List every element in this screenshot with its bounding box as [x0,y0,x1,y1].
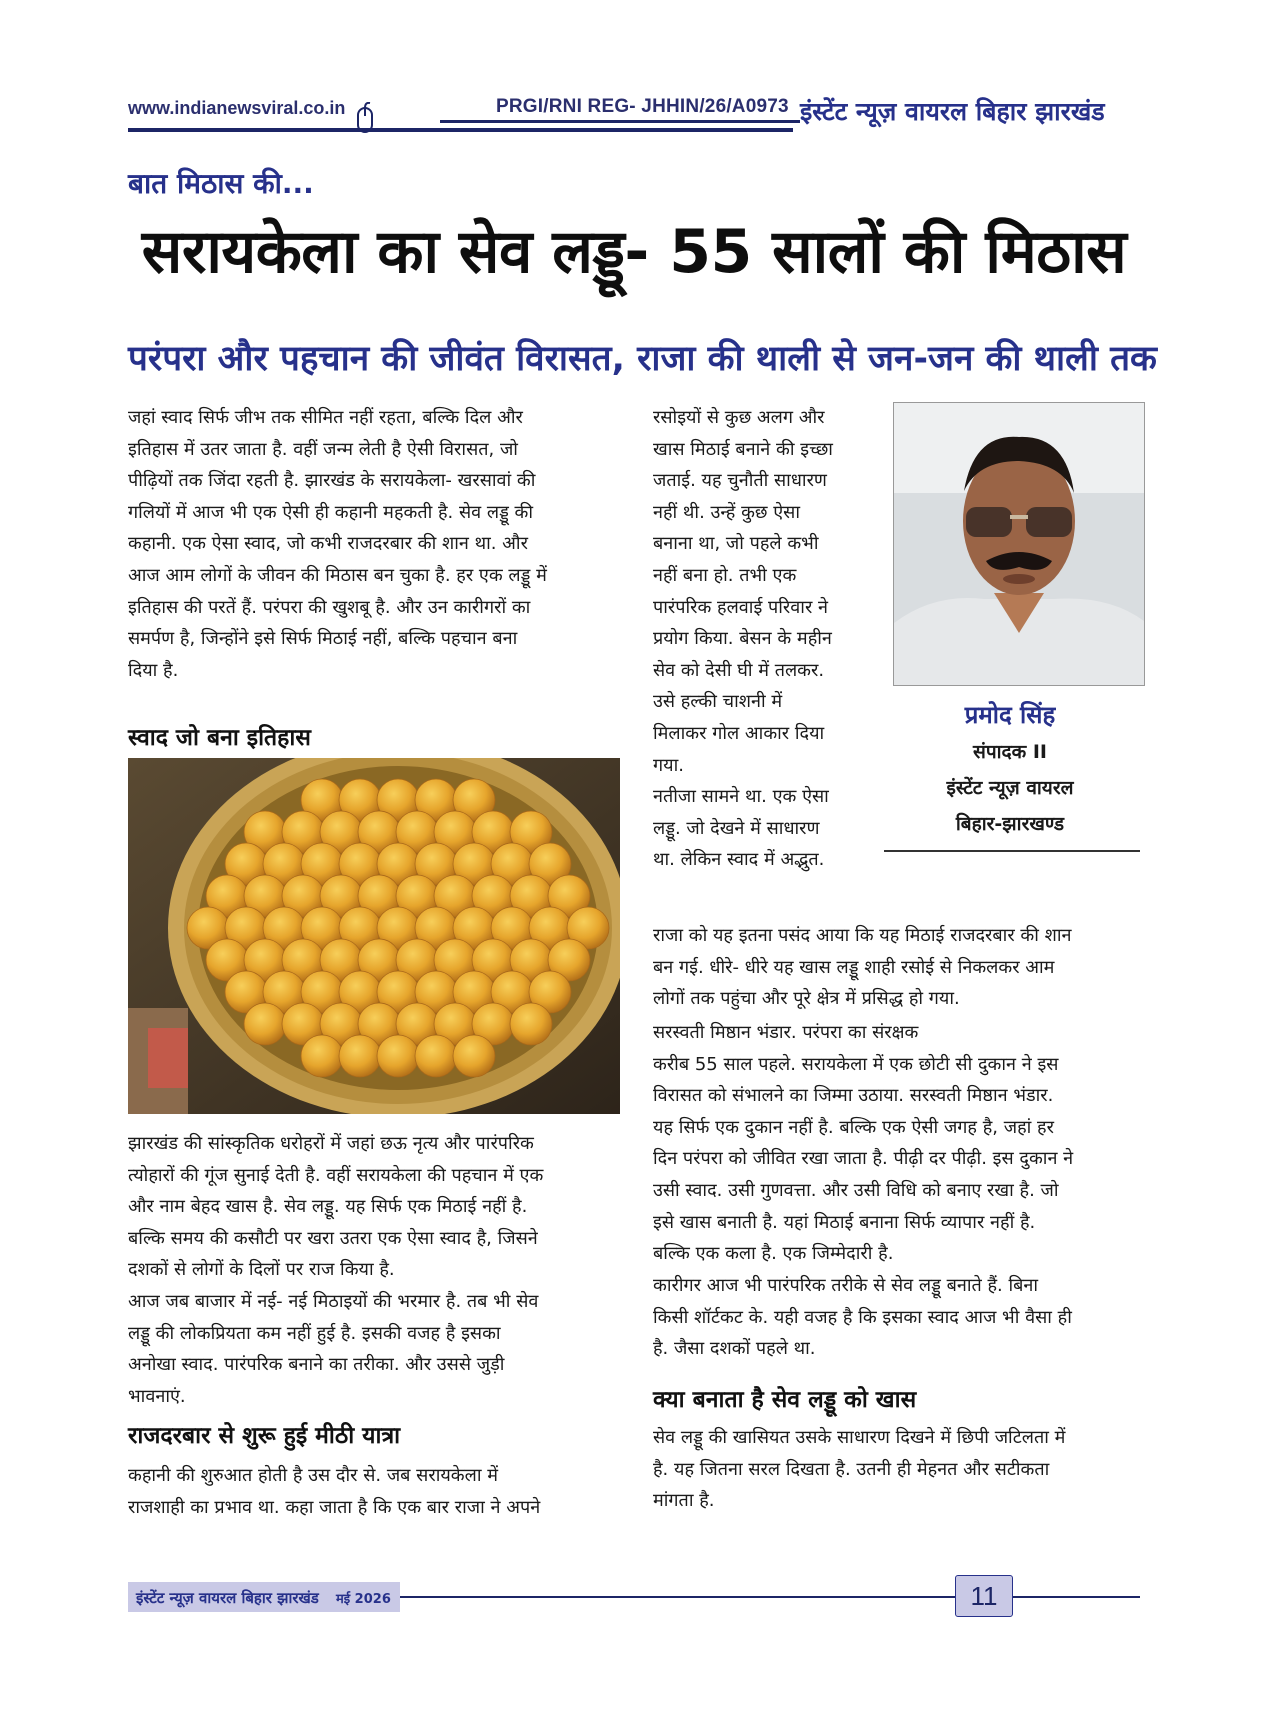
laddoo [415,1035,457,1077]
headline: सरायकेला का सेव लड्डू- 55 सालों की मिठास [141,217,1127,287]
header-rule-upper [440,120,800,123]
laddoo-basket-image [128,758,620,1114]
paragraph-saraswati-shop: सरस्वती मिष्ठान भंडार. परंपरा का संरक्षक करीब 55 साल पहले. सरायकेला में एक छोटी सी दुकान ने इस विरासत को संभालने का जिम्मा उठाया. सरस्वती मिष्ठान भंडार. यह सिर्फ एक दुकान नहीं है. बल्कि एक ऐसी जगह है, जहां हर दिन परंपरा को जीवित रखा जाता है. पीढ़ी दर पीढ़ी. इस दुकान ने उसी स्वाद. उसी गुणवत्ता. और उसी विधि को बनाए रखा है. जो इसे खास बनाती है. यहां मिठाई बनाना सिर्फ व्यापार नहीं है. बल्कि एक कला है. एक जिम्मेदारी है. [653,1022,1074,1265]
paragraph-royal-start: कहानी की शुरुआत होती है उस दौर से. जब सरायकेला में राजशाही का प्रभाव था. कहा जाता है कि एक बार राजा ने अपने [128,1465,541,1518]
website-url[interactable]: www.indianewsviral.co.in [128,98,346,118]
header-rule [128,128,793,132]
paragraph-heritage: झारखंड की सांस्कृतिक धरोहरों में जहां छऊ नृत्य और पारंपरिक त्योहारों की गूंज सुनाई देती है. वहीं सरायकेला की पहचान में एक और नाम बेहद खास है. सेव लड्डू. यह सिर्फ एक मिठाई नहीं है. बल्कि समय की कसौटी पर खरा उतरा एक ऐसा स्वाद है, जिसने दशकों से लोगों के दिलों पर राज किया है. [128,1133,544,1281]
footer-brand: इंस्टेंट न्यूज़ वायरल बिहार झारखंड [136,1589,319,1607]
editor-role: संपादक II [973,741,1047,763]
paragraph-artisans: कारीगर आज भी पारंपरिक तरीके से सेव लड्डू बनाते हैं. बिना किसी शॉर्टकट के. यही वजह है कि इसका स्वाद आज भी वैसा ही है. जैसा दशकों पहले था. [653,1275,1072,1360]
paragraph-royal-fame: राजा को यह इतना पसंद आया कि यह मिठाई राजदरबार की शान बन गई. धीरे- धीरे यह खास लड्डू शाही रसोई से निकलकर आम लोगों तक पहुंचा और पूरे क्षेत्र में प्रसिद्ध हो गया. [653,925,1072,1010]
laddoo [244,1003,286,1045]
section-heading-taste: स्वाद जो बना इतिहास [128,725,311,751]
kicker: बात मिठास की... [128,167,314,200]
intro-paragraph: जहां स्वाद सिर्फ जीभ तक सीमित नहीं रहता, बल्कि दिल और इतिहास में उतर जाता है. वहीं जन्म लेती है ऐसी विरासत, जो पीढ़ियों तक जिंदा रहती है. झारखंड के सरायकेला- खरसावां की गलियों में आज भी एक ऐसी ही कहानी महकती है. सेव लड्डू की कहानी. एक ऐसा स्वाद, जो कभी राजदरबार की शान था. और आज आम लोगों के जीवन की मिठास बन चुका है. हर एक लड्डू में इतिहास की परतें हैं. परंपरा की खुशबू है. और उन कारीगरों का समर्पण है, जिन्होंने इसे सिर्फ मिठाई नहीं, बल्कि पहचान बना दिया है. [128,407,547,681]
laddoo [377,1035,419,1077]
paragraph-specialty: सेव लड्डू की खासियत उसके साधारण दिखने में छिपी जटिलता में है. यह जितना सरल दिखता है. उतनी ही मेहनत और सटीकता मांगता है. [653,1427,1066,1512]
subheadline: परंपरा और पहचान की जीवंत विरासत, राजा की थाली से जन-जन की थाली तक [128,339,1157,379]
paragraph-royal-continued: रसोइयों से कुछ अलग और खास मिठाई बनाने की इच्छा जताई. यह चुनौती साधारण नहीं थी. उन्हें कुछ ऐसा बनाना था, जो पहले कभी नहीं बना हो. तभी एक पारंपरिक हलवाई परिवार ने प्रयोग किया. बेसन के महीन सेव को देसी घी में तलकर. उसे हल्की चाशनी में मिलाकर गोल आकार दिया गया. नतीजा सामने था. एक ऐसा लड्डू. जो देखने में साधारण था. लेकिन स्वाद में अद्भुत. [653,407,833,871]
section-heading-royal: राजदरबार से शुरू हुई मीठी यात्रा [128,1423,401,1449]
laddoo [301,1035,343,1077]
laddoo [510,1003,552,1045]
section-heading-special: क्या बनाता है सेव लड्डू को खास [653,1387,917,1413]
page-number: 11 [955,1575,1013,1617]
editor-name: प्रमोद सिंह [964,701,1056,729]
footer-rule [400,1596,1140,1598]
caption-rule [884,850,1140,852]
editor-region: बिहार-झारखण्ड [955,813,1065,835]
footer-date: मई 2026 [336,1592,391,1607]
laddoo [339,1035,381,1077]
editor-portrait [893,402,1145,686]
publication-brand: इंस्टेंट न्यूज़ वायरल बिहार झारखंड [800,97,1105,126]
registration-number: PRGI/RNI REG- JHHIN/26/A0973 [496,96,789,117]
editor-org: इंस्टेंट न्यूज़ वायरल [946,777,1074,799]
laddoo [453,1035,495,1077]
paragraph-popularity: आज जब बाजार में नई- नई मिठाइयों की भरमार है. तब भी सेव लड्डू की लोकप्रियता कम नहीं हुई है. इसकी वजह है इसका अनोखा स्वाद. पारंपरिक बनाने का तरीका. और उससे जुड़ी भावनाएं. [128,1291,539,1407]
